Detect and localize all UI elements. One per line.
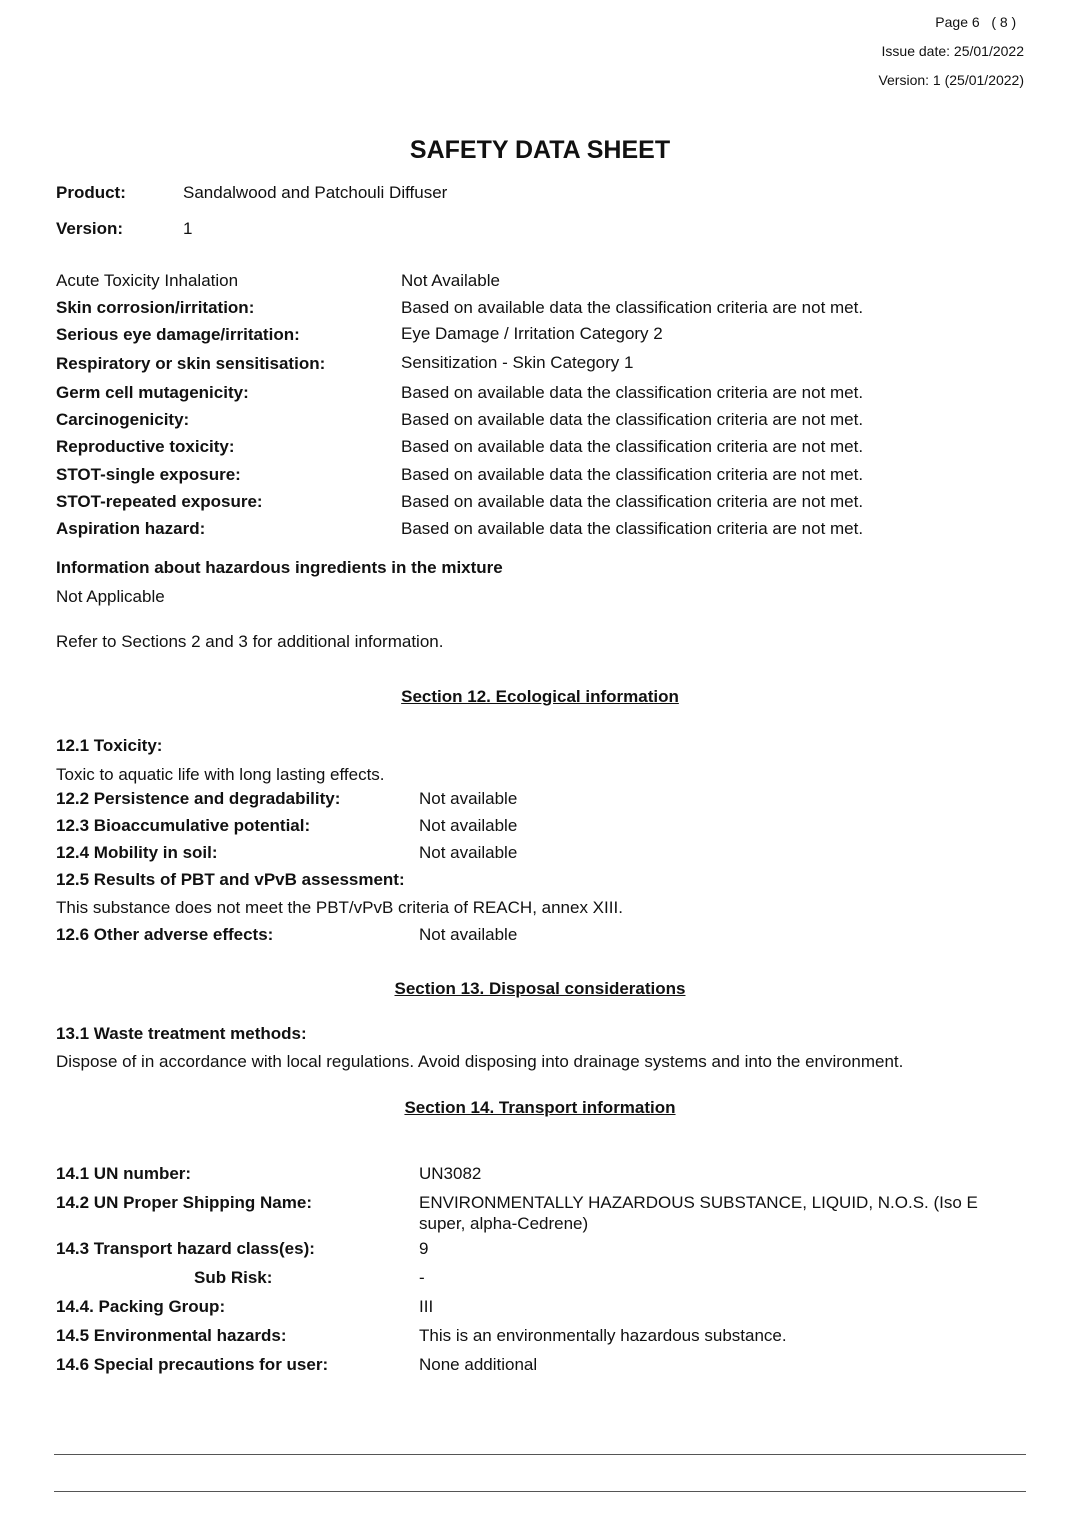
carcinogenicity-label: Carcinogenicity: [56, 410, 190, 429]
bioaccumulative-value: Not available [419, 816, 518, 835]
sensitisation-value: Sensitization - Skin Category 1 [401, 353, 634, 372]
sensitisation-label: Respiratory or skin sensitisation: [56, 354, 326, 373]
aspiration-hazard-value: Based on available data the classification criteria are not met. [401, 519, 864, 538]
product-value: Sandalwood and Patchouli Diffuser [183, 183, 448, 202]
stot-single-label: STOT-single exposure: [56, 465, 241, 484]
aspiration-hazard-label: Aspiration hazard: [56, 519, 206, 538]
toxicity-text: Toxic to aquatic life with long lasting effects. [56, 765, 385, 784]
environmental-hazards-value: This is an environmentally hazardous substance. [419, 1326, 787, 1345]
germ-cell-label: Germ cell mutagenicity: [56, 383, 249, 402]
mobility-value: Not available [419, 843, 518, 862]
packing-group-label: 14.4. Packing Group: [56, 1297, 226, 1316]
carcinogenicity-value: Based on available data the classification criteria are not met. [401, 410, 864, 429]
acute-toxicity-inhalation-label: Acute Toxicity Inhalation [56, 271, 239, 290]
germ-cell-value: Based on available data the classification criteria are not met. [401, 383, 864, 402]
version-date: Version: 1 (25/01/2022) [878, 72, 1024, 88]
shipping-name-label: 14.2 UN Proper Shipping Name: [56, 1193, 312, 1212]
section-12-title: Section 12. Ecological information [401, 687, 679, 706]
document-title: SAFETY DATA SHEET [409, 136, 671, 164]
section-13-title: Section 13. Disposal considerations [394, 979, 686, 998]
reproductive-toxicity-label: Reproductive toxicity: [56, 437, 235, 456]
special-precautions-value: None additional [419, 1355, 538, 1374]
shipping-name-line-1: ENVIRONMENTALLY HAZARDOUS SUBSTANCE, LIQUID, N.O.S. (Iso E [419, 1193, 978, 1212]
sub-risk-label: Sub Risk: [194, 1268, 273, 1287]
un-number-value: UN3082 [419, 1164, 482, 1183]
pbt-label: 12.5 Results of PBT and vPvB assessment: [56, 870, 405, 889]
un-number-label: 14.1 UN number: [56, 1164, 192, 1183]
pbt-text: This substance does not meet the PBT/vPvB criteria of REACH, annex XIII. [56, 898, 623, 917]
acute-toxicity-inhalation-value: Not Available [401, 271, 500, 290]
hazardous-info-heading: Information about hazardous ingredients in the mixture [56, 558, 503, 577]
product-label: Product: [56, 183, 126, 202]
persistence-value: Not available [419, 789, 518, 808]
environmental-hazards-label: 14.5 Environmental hazards: [56, 1326, 287, 1345]
page-label: Page 6 [935, 14, 980, 30]
mobility-label: 12.4 Mobility in soil: [56, 843, 218, 862]
refer-sections-text: Refer to Sections 2 and 3 for additional information. [56, 632, 444, 651]
eye-damage-label: Serious eye damage/irritation: [56, 325, 300, 344]
eye-damage-value: Eye Damage / Irritation Category 2 [401, 324, 663, 343]
stot-repeated-value: Based on available data the classification criteria are not met. [401, 492, 864, 511]
footer-divider-top [54, 1454, 1026, 1455]
hazard-class-value: 9 [419, 1239, 429, 1258]
persistence-label: 12.2 Persistence and degradability: [56, 789, 341, 808]
version-value: 1 [183, 219, 193, 238]
skin-corrosion-label: Skin corrosion/irritation: [56, 298, 255, 317]
sub-risk-value: - [419, 1268, 425, 1287]
other-effects-value: Not available [419, 925, 518, 944]
hazardous-info-value: Not Applicable [56, 587, 165, 606]
bioaccumulative-label: 12.3 Bioaccumulative potential: [56, 816, 311, 835]
shipping-name-line-2: super, alpha-Cedrene) [419, 1214, 589, 1233]
footer-divider-bottom [54, 1491, 1026, 1492]
special-precautions-label: 14.6 Special precautions for user: [56, 1355, 329, 1374]
stot-repeated-label: STOT-repeated exposure: [56, 492, 263, 511]
stot-single-value: Based on available data the classification criteria are not met. [401, 465, 864, 484]
packing-group-value: III [419, 1297, 434, 1316]
skin-corrosion-value: Based on available data the classification criteria are not met. [401, 298, 864, 317]
reproductive-toxicity-value: Based on available data the classification criteria are not met. [401, 437, 864, 456]
section-14-title: Section 14. Transport information [404, 1098, 676, 1117]
issue-date: Issue date: 25/01/2022 [881, 43, 1024, 59]
waste-treatment-label: 13.1 Waste treatment methods: [56, 1024, 307, 1043]
toxicity-label: 12.1 Toxicity: [56, 736, 163, 755]
waste-treatment-text: Dispose of in accordance with local regulations. Avoid disposing into drainage systems and into the environment. [56, 1052, 904, 1071]
page-total: ( 8 ) [991, 14, 1017, 30]
hazard-class-label: 14.3 Transport hazard class(es): [56, 1239, 315, 1258]
page-number [935, 14, 1024, 30]
version-label: Version: [56, 219, 124, 238]
other-effects-label: 12.6 Other adverse effects: [56, 925, 274, 944]
